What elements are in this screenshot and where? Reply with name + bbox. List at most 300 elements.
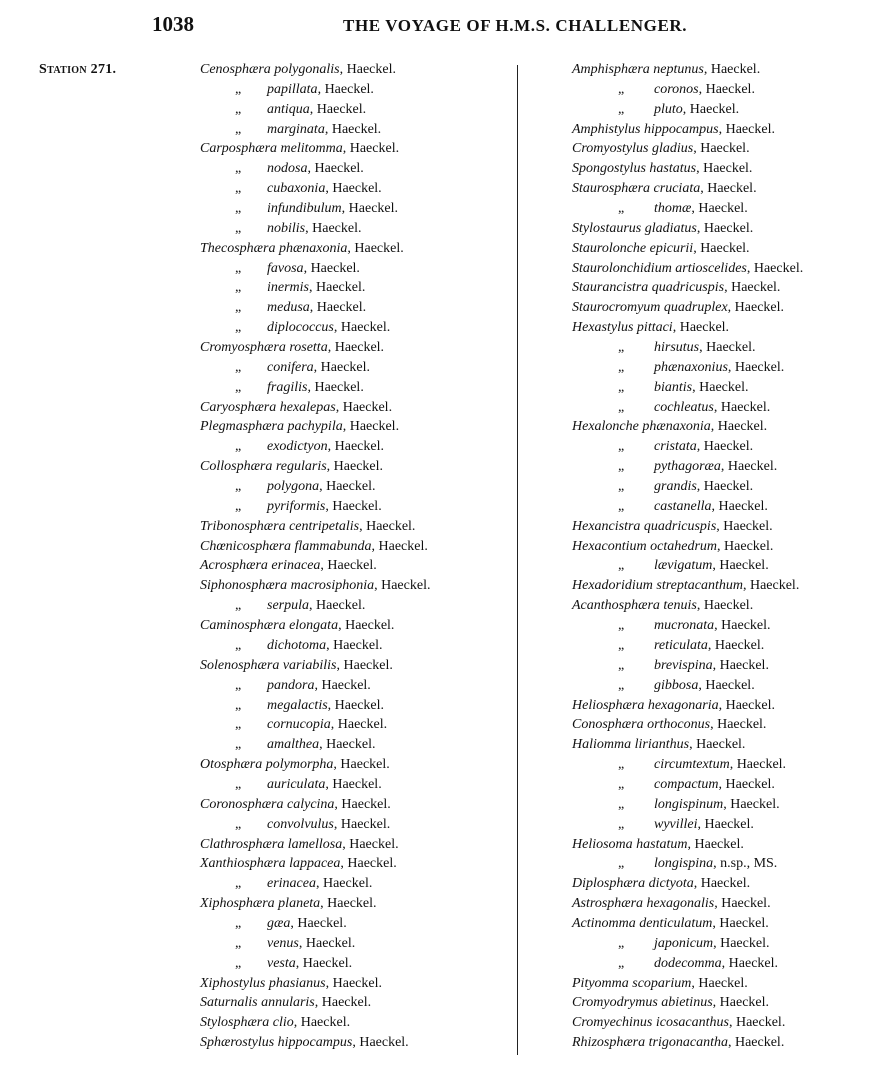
species-entry [190, 993, 430, 1013]
species-entry [190, 934, 430, 954]
ditto-mark: „ [618, 955, 625, 971]
species-name: antiqua [267, 101, 310, 117]
species-entry [560, 914, 803, 934]
species-authority: , Haeckel. [325, 498, 382, 514]
species-entry [560, 735, 803, 755]
species-list-left [190, 60, 430, 1053]
species-name: Chœnicosphæra flammabunda [200, 538, 372, 554]
species-authority: , Haeckel. [352, 1035, 409, 1051]
species-entry [190, 457, 430, 477]
species-entry [560, 239, 803, 259]
ditto-mark: „ [618, 101, 625, 117]
species-name: amalthea [267, 737, 320, 753]
species-authority: , Haeckel. [324, 121, 382, 137]
ditto-mark: „ [235, 320, 242, 336]
species-entry [560, 556, 803, 576]
ditto-mark: „ [235, 816, 242, 832]
species-name: longispinum [654, 796, 724, 812]
species-entry [190, 874, 430, 894]
species-authority: , Haeckel. [342, 141, 400, 157]
species-name: Cromyosphæra rosetta [200, 340, 328, 356]
species-entry [560, 457, 803, 477]
ditto-mark: „ [618, 479, 625, 495]
species-name: hirsutus [654, 340, 700, 356]
species-name: Conosphæra orthoconus [572, 717, 711, 733]
species-authority: , Haeckel. [712, 995, 770, 1011]
column-divider [517, 65, 518, 1055]
page-number: 1038 [152, 12, 194, 36]
species-entry [190, 755, 430, 775]
species-entry [190, 954, 430, 974]
species-authority: , Haeckel. [338, 618, 395, 634]
ditto-mark: „ [618, 340, 625, 356]
species-entry [190, 1033, 430, 1053]
ditto-mark: „ [618, 657, 625, 673]
ditto-mark: „ [618, 856, 625, 872]
species-name: pythagoræa [654, 459, 721, 475]
ditto-mark: „ [235, 717, 242, 733]
species-entry [560, 417, 803, 437]
species-name: Diplosphæra dictyota [572, 876, 694, 892]
species-name: medusa [267, 300, 310, 316]
species-authority: , Haeckel. [727, 1035, 785, 1051]
species-authority: , Haeckel. [325, 181, 382, 197]
species-name: Thecosphæra phænaxonia [200, 240, 348, 256]
species-entry [560, 874, 803, 894]
species-authority: , Haeckel. [687, 836, 744, 852]
species-entry [190, 596, 430, 616]
ditto-mark: „ [235, 598, 242, 614]
species-authority: , Haeckel. [336, 657, 393, 673]
species-entry [560, 676, 803, 696]
species-entry [190, 854, 430, 874]
ditto-mark: „ [235, 121, 242, 137]
species-entry [190, 358, 430, 378]
species-name: Staurocromyum quadruplex [572, 300, 728, 316]
species-entry [560, 815, 803, 835]
species-authority: , n.sp., MS. [713, 856, 778, 872]
species-name: Staurancistra quadricuspis [572, 280, 725, 296]
species-name: compactum [654, 776, 719, 792]
ditto-mark: „ [235, 181, 242, 197]
species-name: cubaxonia [267, 181, 326, 197]
species-name: mucronata [654, 618, 715, 634]
species-name: pluto [654, 101, 683, 117]
species-entry [560, 894, 803, 914]
species-authority: , Haeckel. [724, 280, 781, 296]
species-name: Hexastylus pittaci [572, 320, 673, 336]
species-authority: , Haeckel. [717, 538, 774, 554]
species-authority: , Haeckel. [697, 816, 754, 832]
species-entry [190, 735, 430, 755]
species-entry [190, 159, 430, 179]
species-entry [190, 179, 430, 199]
species-authority: , Haeckel. [326, 637, 383, 653]
species-name: Stylostaurus gladiatus [572, 220, 697, 236]
species-entry [190, 219, 430, 239]
species-name: Stylosphæra clio [200, 1015, 294, 1031]
species-name: cristata [654, 439, 697, 455]
species-name: Xanthiosphæra lappacea [200, 856, 341, 872]
species-entry [190, 239, 430, 259]
species-entry [190, 100, 430, 120]
species-authority: , Haeckel. [325, 776, 382, 792]
ditto-mark: „ [618, 201, 625, 217]
species-authority: , Haeckel. [333, 816, 391, 832]
species-authority: , Haeckel. [335, 399, 393, 415]
species-authority: , Haeckel. [334, 796, 391, 812]
ditto-mark: „ [618, 677, 625, 693]
species-entry [560, 596, 803, 616]
species-name: Sphærostylus hippocampus [200, 1035, 353, 1051]
species-authority: , Haeckel. [359, 518, 416, 534]
species-entry [190, 835, 430, 855]
species-authority: , Haeckel. [710, 419, 768, 435]
ditto-mark: „ [235, 737, 242, 753]
species-name: Heliosphæra hexagonaria [572, 697, 719, 713]
species-authority: , Haeckel. [309, 598, 366, 614]
species-name: venus [267, 935, 299, 951]
ditto-mark: „ [235, 479, 242, 495]
species-entry [190, 914, 430, 934]
species-authority: , Haeckel. [298, 935, 356, 951]
species-entry [190, 974, 430, 994]
species-authority: , Haeckel. [333, 320, 391, 336]
species-authority: , Haeckel. [327, 340, 385, 356]
species-authority: , Haeckel. [309, 101, 367, 117]
species-name: japonicum [654, 935, 714, 951]
species-authority: , Haeckel. [327, 439, 384, 455]
species-name: Collosphæra regularis [200, 459, 327, 475]
species-name: nobilis [267, 220, 306, 236]
species-authority: , Haeckel. [320, 896, 377, 912]
ditto-mark: „ [235, 955, 242, 971]
ditto-mark: „ [618, 796, 625, 812]
species-name: Rhizosphæra trigonacantha [572, 1035, 728, 1051]
running-head: THE VOYAGE OF H.M.S. CHALLENGER. [343, 16, 688, 35]
species-name: Astrosphæra hexagonalis [572, 896, 715, 912]
species-name: Acrosphæra erinacea [200, 558, 321, 574]
species-authority: , Haeckel. [742, 578, 800, 594]
species-entry [190, 696, 430, 716]
species-name: auriculata [267, 776, 326, 792]
species-name: Cromyechinus icosacanthus [572, 1015, 729, 1031]
species-authority: , Haeckel. [320, 558, 377, 574]
species-name: polygona [267, 479, 320, 495]
species-authority: , Haeckel. [712, 657, 769, 673]
species-name: Staurosphæra cruciata [572, 181, 701, 197]
species-authority: , Haeckel. [712, 915, 769, 931]
species-entry [190, 815, 430, 835]
species-entry [560, 974, 803, 994]
species-authority: , Haeckel. [342, 419, 400, 435]
species-entry [560, 179, 803, 199]
species-name: inermis [267, 280, 309, 296]
species-authority: , Haeckel. [727, 300, 785, 316]
species-authority: , Haeckel. [341, 201, 399, 217]
species-entry [560, 477, 803, 497]
species-name: Cromyodrymus abietinus [572, 995, 713, 1011]
species-authority: , Haeckel. [703, 62, 761, 77]
species-entry [560, 318, 803, 338]
ditto-mark: „ [235, 379, 242, 395]
ditto-mark: „ [235, 220, 242, 236]
ditto-mark: „ [618, 379, 625, 395]
species-name: Siphonosphæra macrosiphonia [200, 578, 375, 594]
species-authority: , Haeckel. [293, 1015, 351, 1031]
species-authority: , Haeckel. [339, 62, 396, 77]
ditto-mark: „ [235, 677, 242, 693]
species-entry [190, 417, 430, 437]
species-entry [560, 854, 803, 874]
species-name: circumtextum [654, 757, 730, 773]
species-authority: , Haeckel. [327, 697, 385, 713]
species-entry [560, 954, 803, 974]
species-authority: , Haeckel. [696, 161, 753, 177]
species-authority: , Haeckel. [342, 836, 399, 852]
species-entry [560, 398, 803, 418]
species-entry [560, 517, 803, 537]
ditto-mark: „ [235, 439, 242, 455]
species-entry [190, 636, 430, 656]
species-authority: , Haeckel. [309, 300, 367, 316]
species-name: Cenosphæra polygonalis [200, 62, 340, 77]
species-entry [190, 477, 430, 497]
species-authority: , Haeckel. [714, 896, 771, 912]
species-entry [560, 199, 803, 219]
species-entry [560, 259, 803, 279]
species-authority: , Haeckel. [317, 81, 374, 97]
ditto-mark: „ [618, 359, 625, 375]
species-name: reticulata [654, 637, 708, 653]
species-authority: , Haeckel. [374, 578, 431, 594]
species-entry [560, 1033, 803, 1053]
species-authority: , Haeckel. [696, 220, 754, 236]
species-authority: , Haeckel. [347, 240, 404, 256]
species-authority: , Haeckel. [699, 340, 756, 356]
species-authority: , Haeckel. [692, 379, 749, 395]
ditto-mark: „ [618, 816, 625, 832]
species-authority: , Haeckel. [314, 677, 371, 693]
species-entry [560, 497, 803, 517]
species-authority: , Haeckel. [698, 677, 755, 693]
species-authority: , Haeckel. [693, 141, 750, 157]
ditto-mark: „ [618, 459, 625, 475]
species-name: papillata [267, 81, 318, 97]
species-authority: , Haeckel. [313, 359, 371, 375]
species-name: lævigatum [654, 558, 713, 574]
species-entry [190, 616, 430, 636]
species-entry [560, 437, 803, 457]
species-entry [190, 60, 430, 80]
species-name: megalactis [267, 697, 328, 713]
species-authority: , Haeckel. [729, 757, 787, 773]
species-authority: , Haeckel. [326, 459, 384, 475]
species-entry [190, 517, 430, 537]
species-entry [560, 298, 803, 318]
species-entry [560, 60, 803, 80]
species-name: serpula [267, 598, 309, 614]
species-entry [190, 795, 430, 815]
ditto-mark: „ [235, 776, 242, 792]
species-name: Amphisphæra neptunus [572, 62, 704, 77]
ditto-mark: „ [235, 637, 242, 653]
species-entry [560, 100, 803, 120]
species-name: Solenosphæra variabilis [200, 657, 337, 673]
species-name: gæa [267, 915, 291, 931]
species-authority: , Haeckel. [319, 479, 376, 495]
species-authority: , Haeckel. [319, 737, 376, 753]
species-entry [190, 398, 430, 418]
ditto-mark: „ [235, 697, 242, 713]
species-entry [190, 775, 430, 795]
species-authority: , Haeckel. [371, 538, 428, 554]
species-name: cornucopia [267, 717, 331, 733]
species-authority: , Haeckel. [698, 81, 755, 97]
species-entry [560, 278, 803, 298]
species-entry [560, 358, 803, 378]
species-authority: , Haeckel. [720, 459, 778, 475]
species-name: Acanthosphæra tenuis [572, 598, 697, 614]
ditto-mark: „ [618, 935, 625, 951]
species-name: Hexalonche phænaxonia [572, 419, 711, 435]
species-authority: , Haeckel. [696, 479, 754, 495]
species-name: brevispina [654, 657, 713, 673]
species-entry [560, 378, 803, 398]
ditto-mark: „ [235, 260, 242, 276]
species-authority: , Haeckel. [340, 856, 397, 872]
species-authority: , Haeckel. [746, 260, 804, 276]
species-entry [560, 755, 803, 775]
species-name: convolvulus [267, 816, 334, 832]
ditto-mark: „ [618, 618, 625, 634]
species-name: Amphistylus hippocampus [572, 121, 719, 137]
species-entry [560, 616, 803, 636]
species-authority: , Haeckel. [303, 260, 360, 276]
species-name: pandora [267, 677, 315, 693]
species-authority: , Haeckel. [718, 776, 775, 792]
species-name: Staurolonche epicurii [572, 240, 694, 256]
species-name: nodosa [267, 161, 308, 177]
ditto-mark: „ [235, 280, 242, 296]
species-entry [560, 656, 803, 676]
species-name: infundibulum [267, 201, 342, 217]
species-name: marginata [267, 121, 325, 137]
species-authority: , Haeckel. [305, 220, 362, 236]
species-name: Staurolonchidium artioscelides [572, 260, 747, 276]
species-name: Caryosphæra hexalepas [200, 399, 336, 415]
species-name: Cromyostylus gladius [572, 141, 694, 157]
species-entry [560, 696, 803, 716]
ditto-mark: „ [235, 161, 242, 177]
species-name: biantis [654, 379, 693, 395]
species-entry [190, 278, 430, 298]
species-authority: , Haeckel. [711, 498, 768, 514]
ditto-mark: „ [618, 81, 625, 97]
ditto-mark: „ [618, 637, 625, 653]
species-entry [560, 993, 803, 1013]
species-entry [190, 894, 430, 914]
species-name: vesta [267, 955, 296, 971]
ditto-mark: „ [618, 498, 625, 514]
species-authority: , Haeckel. [672, 320, 730, 336]
species-entry [190, 139, 430, 159]
species-name: cochleatus [654, 399, 714, 415]
species-name: wyvillei [654, 816, 698, 832]
species-entry [560, 120, 803, 140]
species-name: conifera [267, 359, 314, 375]
species-entry [560, 1013, 803, 1033]
species-authority: , Haeckel. [307, 161, 364, 177]
species-name: Xiphostylus phasianus [200, 975, 326, 991]
species-name: dodecomma [654, 955, 722, 971]
species-name: Hexancistra quadricuspis [572, 518, 717, 534]
species-name: Hexacontium octahedrum [572, 538, 718, 554]
species-authority: , Haeckel. [693, 240, 750, 256]
ditto-mark: „ [618, 439, 625, 455]
species-name: Haliomma lirianthus [572, 737, 690, 753]
species-authority: , Haeckel. [330, 717, 388, 733]
species-entry [560, 139, 803, 159]
species-name: Otosphæra polymorpha [200, 757, 334, 773]
species-authority: , Haeckel. [713, 399, 771, 415]
species-name: Heliosoma hastatum [572, 836, 688, 852]
species-name: Coronosphæra calycina [200, 796, 335, 812]
species-authority: , Haeckel. [723, 796, 780, 812]
species-name: favosa [267, 260, 304, 276]
species-authority: , Haeckel. [716, 518, 773, 534]
species-entry [190, 437, 430, 457]
species-list-right [560, 60, 803, 1053]
ditto-mark: „ [618, 776, 625, 792]
species-name: Saturnalis annularis [200, 995, 315, 1011]
species-name: pyriformis [267, 498, 326, 514]
ditto-mark: „ [235, 81, 242, 97]
species-name: exodictyon [267, 439, 328, 455]
species-entry [190, 715, 430, 735]
species-name: fragilis [267, 379, 308, 395]
species-authority: , Haeckel. [712, 558, 769, 574]
species-entry [190, 318, 430, 338]
species-authority: , Haeckel. [718, 121, 775, 137]
species-name: dichotoma [267, 637, 327, 653]
species-authority: , Haeckel. [682, 101, 740, 117]
species-name: Clathrosphæra lamellosa [200, 836, 343, 852]
species-name: phænaxonius [654, 359, 728, 375]
species-name: castanella [654, 498, 712, 514]
species-name: Xiphosphæra planeta [200, 896, 321, 912]
station-label: Station 271. [39, 62, 117, 77]
ditto-mark: „ [618, 399, 625, 415]
species-authority: , Haeckel. [325, 975, 382, 991]
species-name: Actinomma denticulatum [572, 915, 713, 931]
species-authority: , Haeckel. [700, 181, 757, 197]
species-authority: , Haeckel. [718, 697, 775, 713]
species-name: grandis [654, 479, 697, 495]
species-authority: , Haeckel. [728, 1015, 786, 1031]
species-entry [190, 537, 430, 557]
species-name: Tribonosphæra centripetalis [200, 518, 360, 534]
species-name: Hexadoridium streptacanthum [572, 578, 743, 594]
species-name: Pityomma scoparium [572, 975, 692, 991]
species-entry [560, 219, 803, 239]
species-entry [560, 715, 803, 735]
species-name: Carposphæra melitomma [200, 141, 343, 157]
species-authority: , Haeckel. [689, 737, 746, 753]
species-authority: , Haeckel. [707, 637, 765, 653]
species-name: erinacea [267, 876, 316, 892]
species-authority: , Haeckel. [314, 995, 372, 1011]
